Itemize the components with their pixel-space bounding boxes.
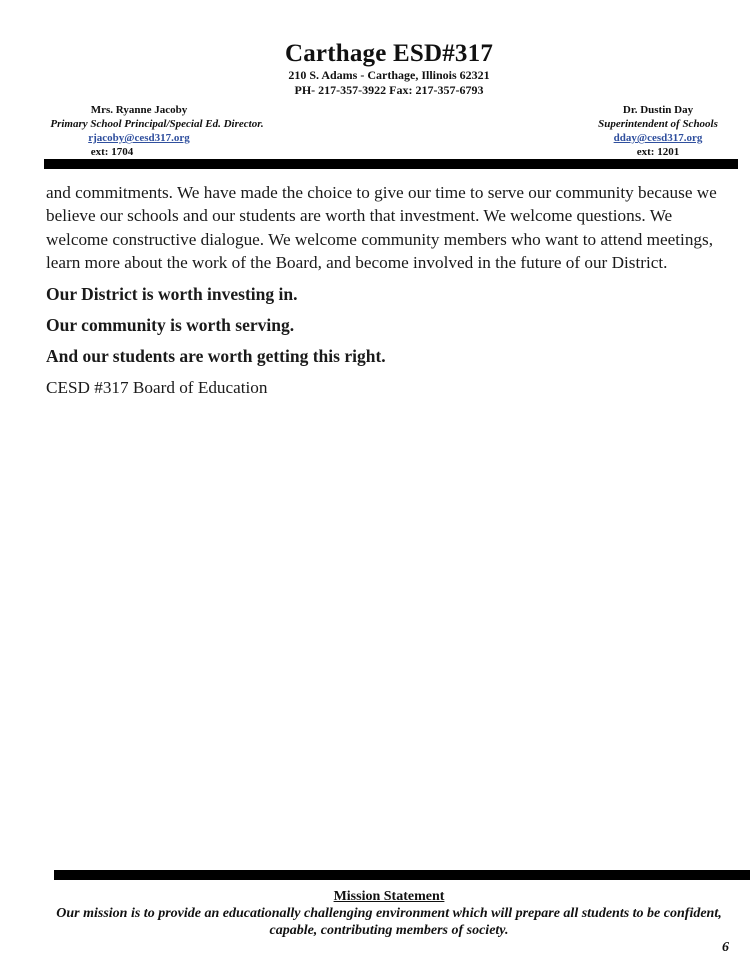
district-address: 210 S. Adams - Carthage, Illinois 62321 <box>288 68 490 82</box>
contact-email-link[interactable]: rjacoby@cesd317.org <box>88 132 190 144</box>
mission-text: Our mission is to provide an educationally challenging environment which will prepare all students to be confident, capable, contributing members of society. <box>56 906 722 938</box>
header-divider <box>44 159 738 169</box>
contact-extension: ext: 1201 <box>636 146 680 158</box>
contact-title: Primary School Principal/Special Ed. Director. <box>50 118 264 130</box>
contact-block-principal <box>44 103 270 159</box>
signature-line: CESD #317 Board of Education <box>46 377 268 397</box>
letter-body <box>46 181 736 399</box>
contact-title: Superintendent of Schools <box>598 118 718 130</box>
district-phone-fax: PH- 217-357-3922 Fax: 217-357-6793 <box>294 83 484 97</box>
mission-heading: Mission Statement <box>333 889 445 904</box>
footer-divider <box>54 870 750 880</box>
contact-name: Dr. Dustin Day <box>622 104 694 116</box>
bold-statement: Our District is worth investing in. <box>46 283 298 304</box>
contact-name: Mrs. Ryanne Jacoby <box>90 104 188 116</box>
page-number: 6 <box>722 940 729 955</box>
bold-statement: And our students are worth getting this right. <box>46 346 386 367</box>
contact-block-superintendent <box>588 103 728 159</box>
bold-statement: Our community is worth serving. <box>46 315 295 336</box>
contact-email-link[interactable]: dday@cesd317.org <box>613 132 703 144</box>
district-title: Carthage ESD#317 <box>284 40 494 67</box>
body-paragraph: and commitments. We have made the choice to give our time to serve our community because we believe our schools and our students are worth that investment. We welcome questions. We welcome constructive dialogue. We welcome community members who want to attend meetings, learn more about the work of the Board, and become involved in the future of our District. <box>46 183 717 273</box>
contact-extension: ext: 1704 <box>90 146 134 158</box>
